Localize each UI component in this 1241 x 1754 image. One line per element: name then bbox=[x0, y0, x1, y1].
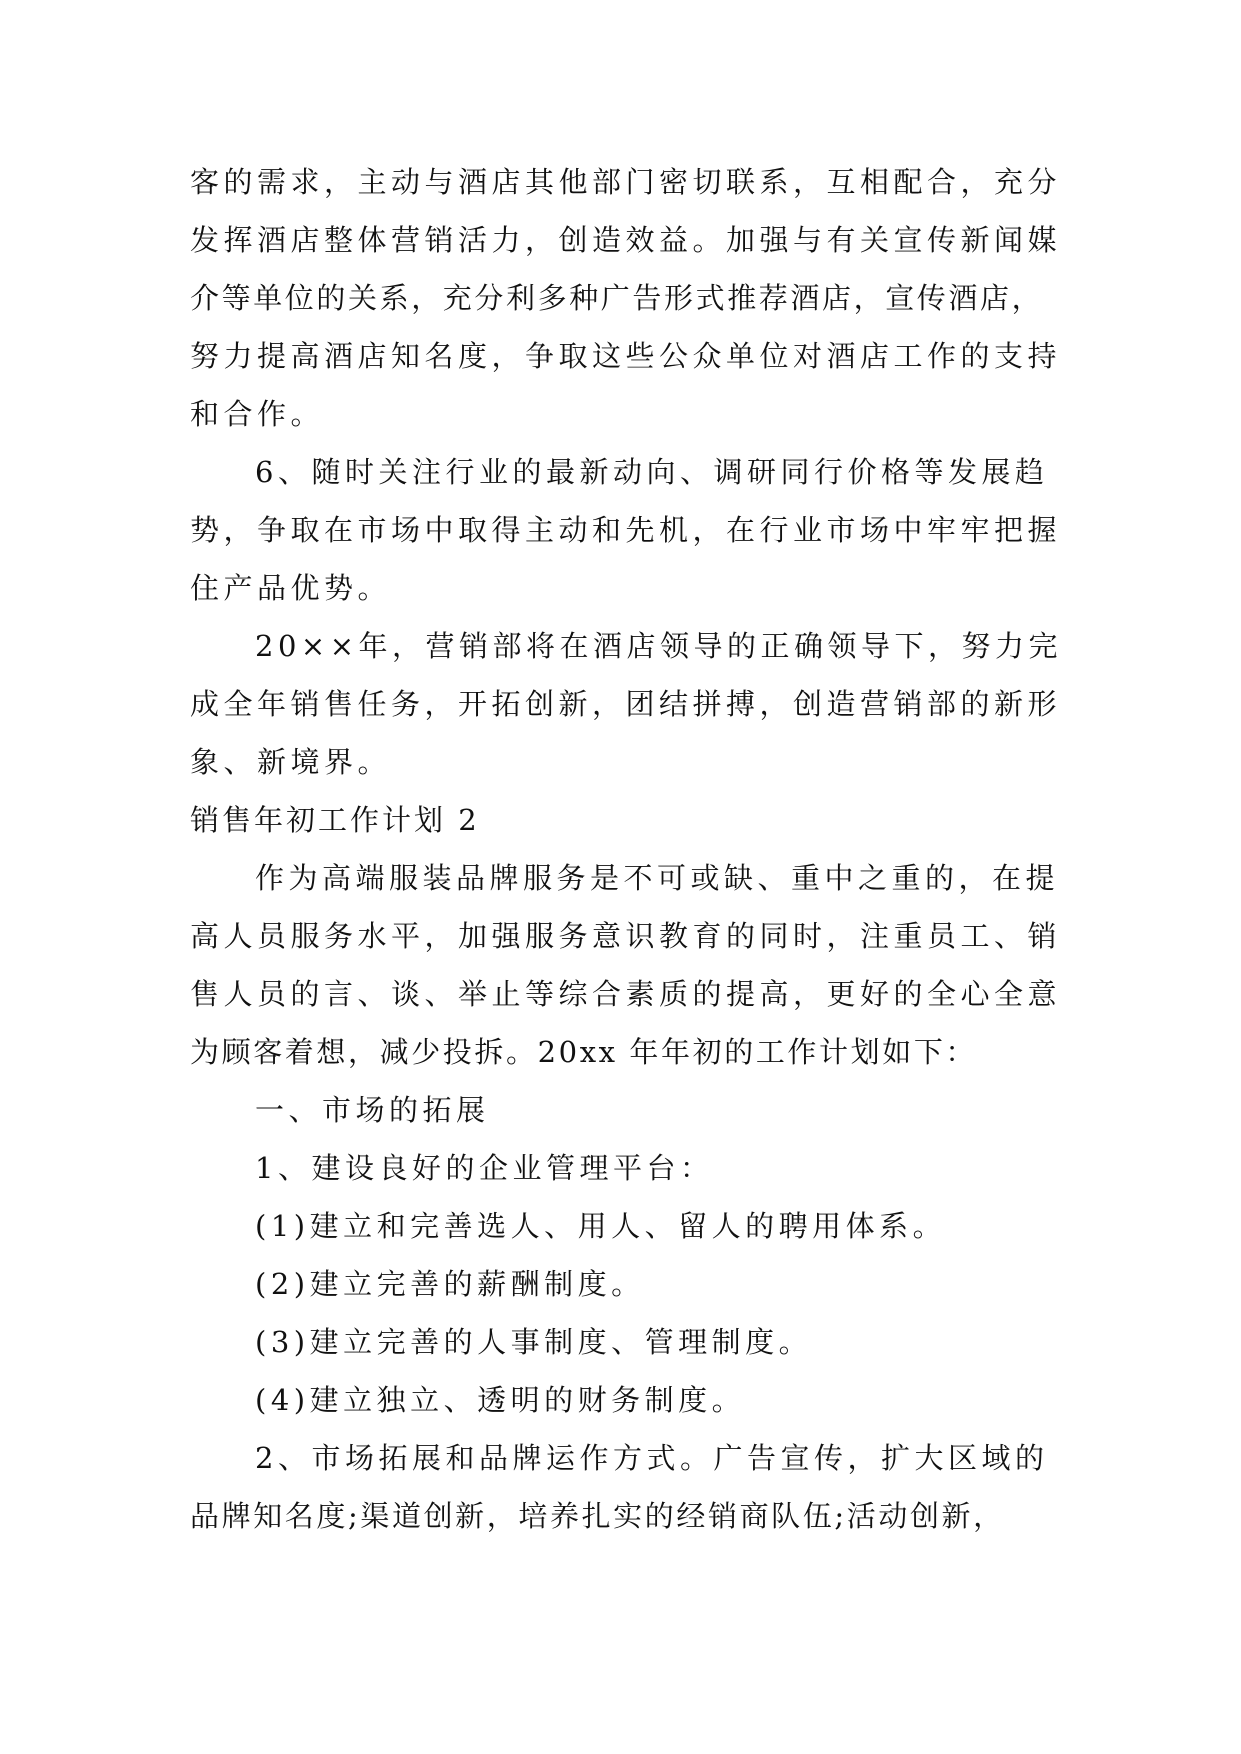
list-item: (1)建立和完善选人、用人、留人的聘用体系。 bbox=[255, 1209, 947, 1243]
text-line: 客的需求，主动与酒店其他部门密切联系，互相配合，充分 bbox=[190, 165, 1062, 199]
list-item: (2)建立完善的薪酬制度。 bbox=[255, 1267, 645, 1301]
text-line: 为顾客着想，减少投拆。20xx 年年初的工作计划如下： bbox=[190, 1035, 978, 1069]
text-line: 和合作。 bbox=[190, 397, 325, 431]
text-line: 努力提高酒店知名度，争取这些公众单位对酒店工作的支持 bbox=[190, 339, 1062, 373]
text-line: 象、新境界。 bbox=[190, 745, 392, 779]
text-line: 住产品优势。 bbox=[190, 571, 392, 605]
list-item: (3)建立完善的人事制度、管理制度。 bbox=[255, 1325, 813, 1359]
text-line: 售人员的言、谈、举止等综合素质的提高，更好的全心全意 bbox=[190, 977, 1062, 1011]
list-item: 1、建设良好的企业管理平台： bbox=[255, 1151, 714, 1185]
text-line: 势，争取在市场中取得主动和先机，在行业市场中牢牢把握 bbox=[190, 513, 1062, 547]
paragraph-first-line: 20××年，营销部将在酒店领导的正确领导下，努力完 bbox=[255, 629, 1062, 663]
paragraph-first-line: 6、随时关注行业的最新动向、调研同行价格等发展趋 bbox=[255, 455, 1049, 489]
text-line: 品牌知名度;渠道创新，培养扎实的经销商队伍;活动创新， bbox=[190, 1499, 1005, 1533]
text-line: 成全年销售任务，开拓创新，团结拼搏，创造营销部的新形 bbox=[190, 687, 1062, 721]
paragraph-first-line: 作为高端服装品牌服务是不可或缺、重中之重的，在提 bbox=[255, 861, 1060, 895]
list-item: (4)建立独立、透明的财务制度。 bbox=[255, 1383, 746, 1417]
text-line: 发挥酒店整体营销活力，创造效益。加强与有关宣传新闻媒 bbox=[190, 223, 1062, 257]
section-heading: 销售年初工作计划 2 bbox=[190, 803, 480, 837]
document-body bbox=[190, 153, 1062, 1545]
text-line: 介等单位的关系，充分利多种广告形式推荐酒店，宣传酒店， bbox=[190, 281, 1044, 315]
paragraph-first-line: 2、市场拓展和品牌运作方式。广告宣传，扩大区域的 bbox=[255, 1441, 1049, 1475]
text-line: 高人员服务水平，加强服务意识教育的同时，注重员工、销 bbox=[190, 919, 1062, 953]
subheading: 一、市场的拓展 bbox=[255, 1093, 490, 1127]
